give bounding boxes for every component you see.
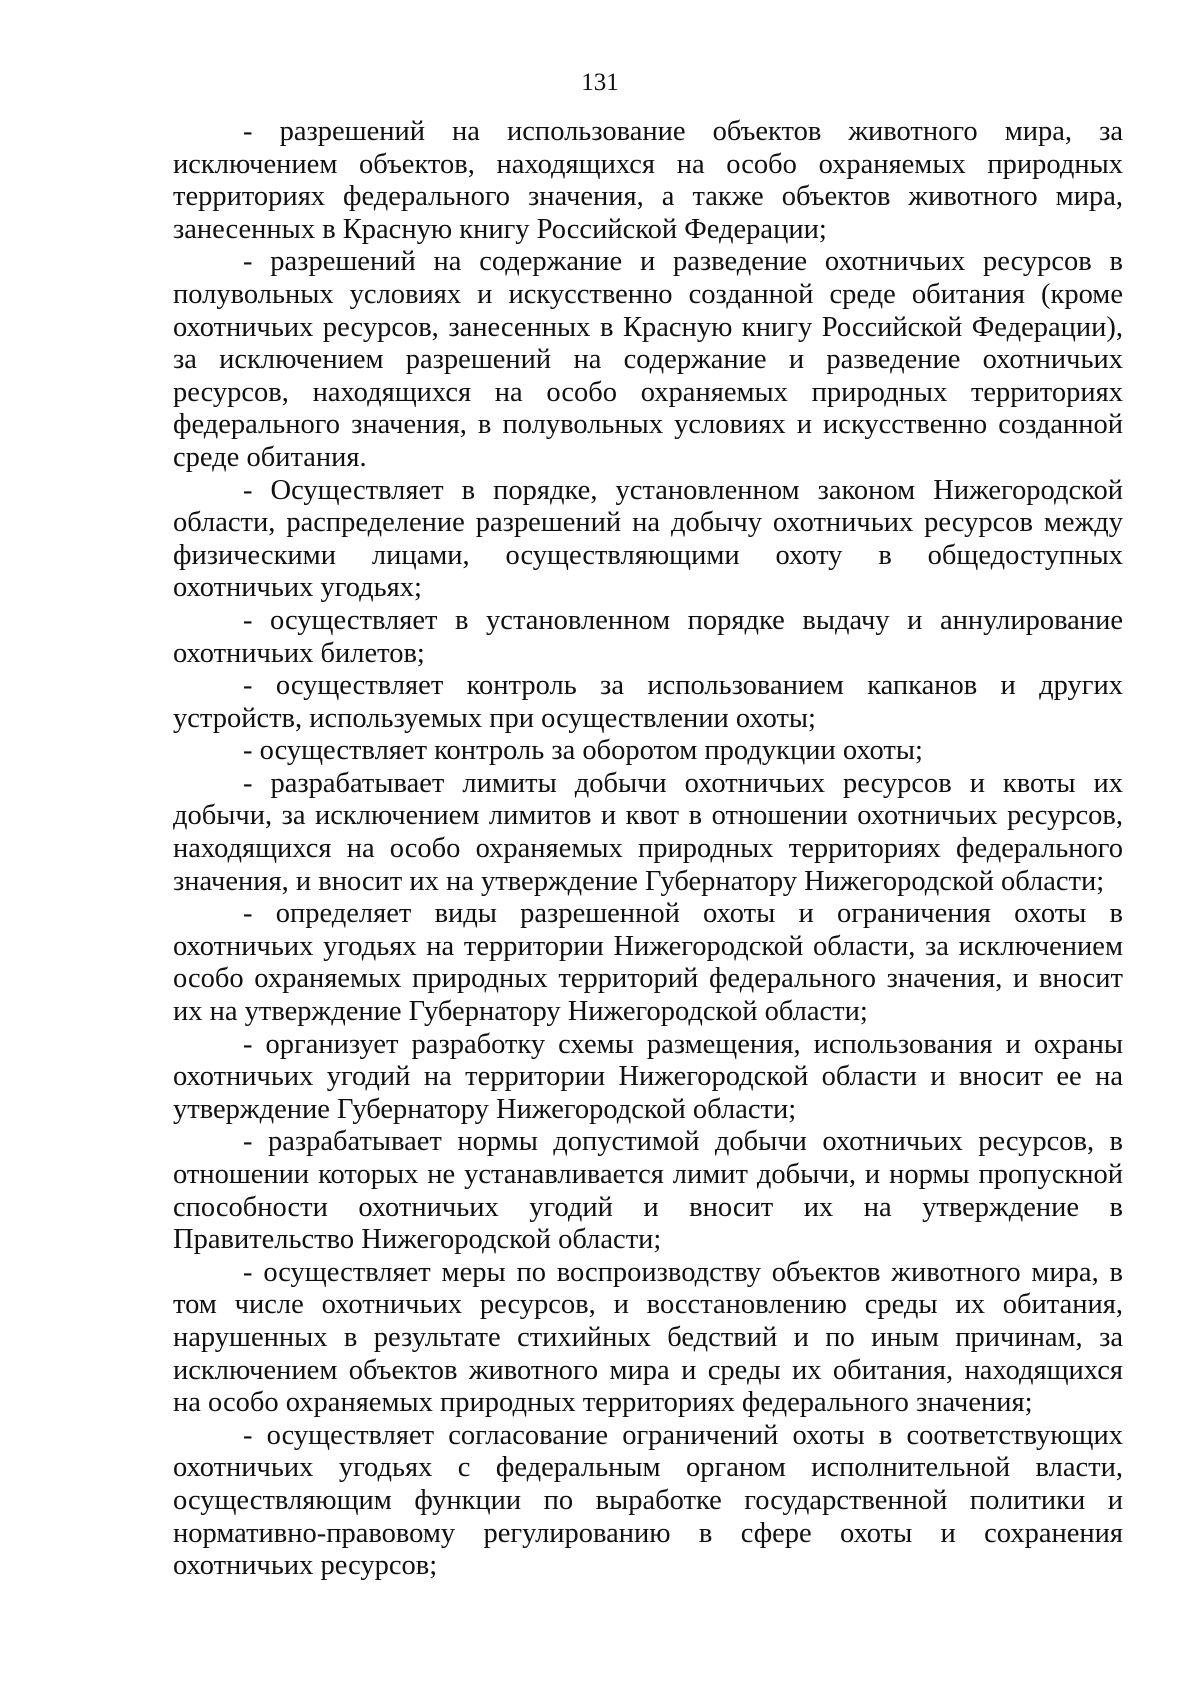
paragraph-4: - осуществляет в установленном порядке выдачу и аннулирование охотничьих билетов;: [173, 604, 1123, 669]
paragraph-3: - Осуществляет в порядке, установленном законом Нижегородской области, распределение разрешений на добычу охотничьих ресурсов между физическими лицами, осуществляющими охоту в общедоступных охотничьих угодьях;: [173, 474, 1123, 604]
paragraph-9: - организует разработку схемы размещения, использования и охраны охотничьих угодий на территории Нижегородской области и вносит ее на утверждение Губернатору Нижегородской области;: [173, 1028, 1123, 1125]
paragraph-12: - осуществляет согласование ограничений охоты в соответствующих охотничьих угодьях с федеральным органом исполнительной власти, осуществляющим функции по выработке государственной политики и нормативно-правовому регулированию в сфере охоты и сохранения охотничьих ресурсов;: [173, 1419, 1123, 1582]
document-body: [173, 116, 1123, 1583]
paragraph-10: - разрабатывает нормы допустимой добычи охотничьих ресурсов, в отношении которых не устанавливается лимит добычи, и нормы пропускной способности охотничьих угодий и вносит их на утверждение в Правительство Нижегородской области;: [173, 1126, 1123, 1256]
paragraph-2: - разрешений на содержание и разведение охотничьих ресурсов в полувольных условиях и искусственно созданной среде обитания (кроме охотничьих ресурсов, занесенных в Красную книгу Российской Федерации), за исключением разрешений на содержание и разведение охотничьих ресурсов, находящихся на особо охраняемых природных территориях федерального значения, в полувольных условиях и искусственно созданной среде обитания.: [173, 246, 1123, 473]
page-number: 131: [581, 69, 619, 96]
paragraph-5: - осуществляет контроль за использованием капканов и других устройств, используемых при осуществлении охоты;: [173, 670, 1123, 734]
paragraph-7: - разрабатывает лимиты добычи охотничьих ресурсов и квоты их добычи, за исключением лимитов и квот в отношении охотничьих ресурсов, находящихся на особо охраняемых природных территориях федерального значения, и вносит их на утверждение Губернатору Нижегородской области;: [173, 767, 1123, 897]
paragraph-11: - осуществляет меры по воспроизводству объектов животного мира, в том числе охотничьих ресурсов, и восстановлению среды их обитания, нарушенных в результате стихийных бедствий и по иным причинам, за исключением объектов животного мира и среды их обитания, находящихся на особо охраняемых природных территориях федерального значения;: [173, 1256, 1123, 1419]
paragraph-6: - осуществляет контроль за оборотом продукции охоты;: [243, 735, 923, 767]
paragraph-8: - определяет виды разрешенной охоты и ограничения охоты в охотничьих угодьях на территории Нижегородской области, за исключением особо охраняемых природных территорий федерального значения, и вносит их на утверждение Губернатору Нижегородской области;: [173, 898, 1123, 1028]
paragraph-1: - разрешений на использование объектов животного мира, за исключением объектов, находящихся на особо охраняемых природных территориях федерального значения, а также объектов животного мира, занесенных в Красную книгу Российской Федерации;: [173, 116, 1123, 245]
